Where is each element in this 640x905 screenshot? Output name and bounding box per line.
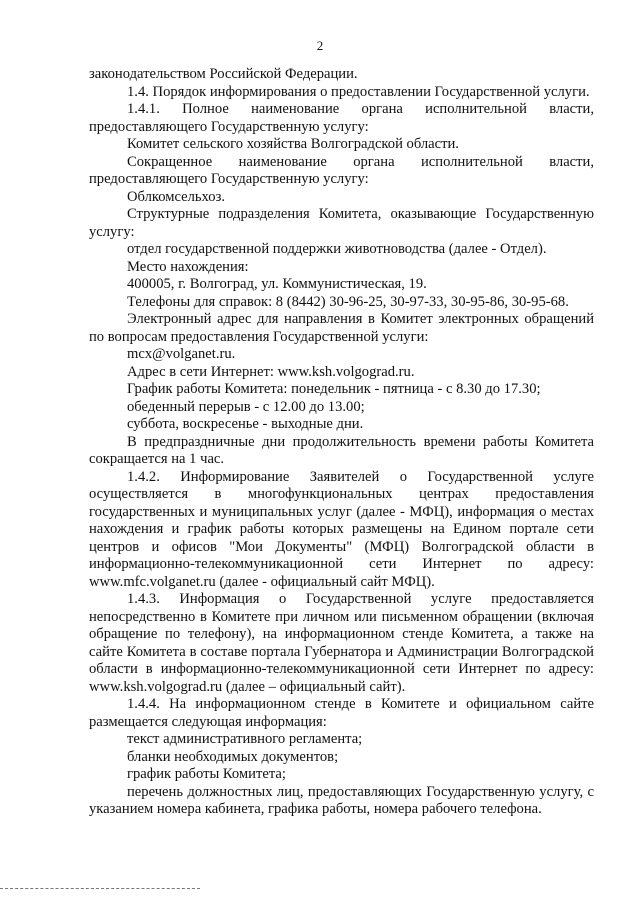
paragraph: 1.4.3. Информация о Государственной услуге предоставляется непосредственно в Комитете при личном или письменном обращении (включая обращение по телефону), на информационном стенде Комитета, а также на сайте Комитета в составе портала Губернатора и Администрации Волгоградской области в информационно-телекоммуникационной сети Интернет по адресу: www.ksh.volgograd.ru (далее – официальный сайт). [89,591,594,695]
paragraph: В предпраздничные дни продолжительность времени работы Комитета сокращается на 1 час. [89,433,594,467]
list-item: график работы Комитета; [127,766,286,782]
paragraph: Место нахождения: [127,258,249,275]
paragraph: 1.4.4. На информационном стенде в Комитете и официальном сайте размещается следующая информация: [89,696,594,730]
address-line: 400005, г. Волгоград, ул. Коммунистическая, 19. [127,276,427,292]
list-item: текст административного регламента; [127,731,363,747]
paragraph: Облкомсельхоз. [127,188,226,205]
paragraph: Электронный адрес для направления в Комитет электронных обращений по вопросам предоставления Государственной услуги: [89,311,594,345]
document-body [89,66,594,819]
schedule-line: суббота, воскресенье - выходные дни. [127,416,364,432]
paragraph: законодательством Российской Федерации. [89,66,358,82]
paragraph: 1.4.1. Полное наименование органа исполнительной власти, предоставляющего Государственную услугу: [89,101,594,135]
email-line: mcx@volganet.ru. [127,346,236,362]
schedule-line: График работы Комитета: понедельник - пятница - с 8.30 до 17.30; [127,381,541,397]
website-line: Адрес в сети Интернет: www.ksh.volgograd.ru. [127,363,415,380]
schedule-line: обеденный перерыв - с 12.00 до 13.00; [127,398,365,415]
page-footer-rule [0,888,200,889]
phone-line: Телефоны для справок: 8 (8442) 30-96-25, 30-97-33, 30-95-86, 30-95-68. [127,293,569,310]
section-heading-1-4: 1.4. Порядок информирования о предоставлении Государственной услуги. [127,83,590,100]
page-number: 2 [316,38,324,53]
list-item: перечень должностных лиц, предоставляющих Государственную услугу, с указанием номера кабинета, графика работы, номера рабочего телефона. [89,783,594,817]
paragraph: отдел государственной поддержки животноводства (далее - Отдел). [127,241,547,257]
paragraph: Сокращенное наименование органа исполнительной власти, предоставляющего Государственную услугу: [89,153,594,187]
list-item: бланки необходимых документов; [127,748,339,765]
paragraph: Структурные подразделения Комитета, оказывающие Государственную услугу: [89,206,594,240]
paragraph: 1.4.2. Информирование Заявителей о Государственной услуге осуществляется в многофункциональных центрах предоставления государственных и муниципальных услуг (далее - МФЦ), информация о местах нахождения и график работы которых размещены на Едином портале сети центров и офисов "Мои Документы" (МФЦ) Волгоградской области в информационно-телекоммуникационной сети Интернет по адресу: www.mfc.volganet.ru (далее - официальный сайт МФЦ). [89,468,594,590]
paragraph: Комитет сельского хозяйства Волгоградской области. [127,136,459,152]
